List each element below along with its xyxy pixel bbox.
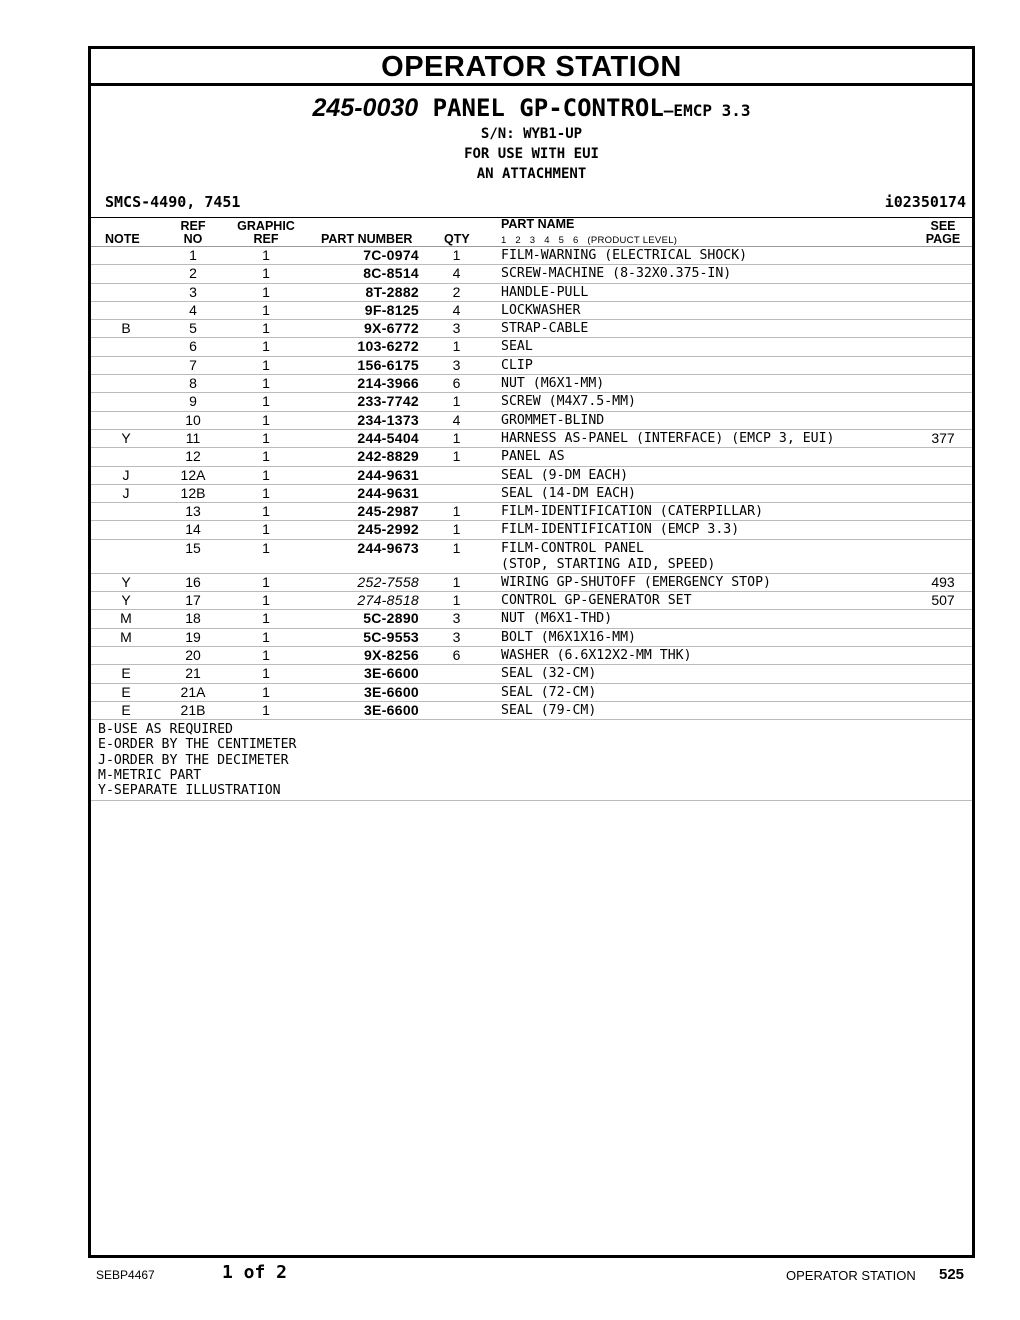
footer-page-number: 525 [939,1266,965,1283]
row-qty: 1 [452,521,461,538]
row-part-number: 242-8829 [357,448,419,465]
table-row [91,375,972,393]
row-ref-no: 1 [189,247,197,263]
header-ref-bottom: NO [183,232,203,246]
footer-section: OPERATOR STATION [786,1268,916,1283]
row-graphic-ref: 1 [262,375,270,392]
header-note: NOTE [105,232,140,246]
group-suffix: —EMCP 3.3 [663,101,751,120]
section-title: OPERATOR STATION [91,49,972,86]
row-note: Y [121,429,131,446]
row-part-number: 3E-6600 [363,701,419,718]
row-part-number: 234-1373 [357,411,419,428]
row-part-number: 274-8518 [357,592,419,609]
meta-line [91,187,972,215]
row-graphic-ref: 1 [262,539,270,556]
row-ref-no: 5 [189,320,197,337]
row-qty: 3 [452,320,461,337]
illustration-id: i02350174 [884,193,966,211]
row-part-name: CLIP [501,357,533,373]
row-graphic-ref: 1 [262,484,270,501]
table-row [91,702,972,720]
row-ref-no: 20 [185,646,201,663]
row-part-number: 244-5404 [357,429,419,446]
group-title [91,95,972,124]
row-part-number: 233-7742 [357,393,419,410]
row-ref-no: 17 [185,592,201,609]
header-ref-top: REF [180,219,206,233]
row-graphic-ref: 1 [262,466,270,483]
row-graphic-ref: 1 [262,448,270,465]
row-ref-no: 11 [185,429,201,446]
header-qty: QTY [444,232,470,246]
row-graphic-ref: 1 [262,683,270,700]
row-graphic-ref: 1 [262,393,270,410]
row-part-number: 245-2992 [357,521,419,538]
row-part-name: PANEL AS [501,449,565,465]
row-ref-no: 12B [180,484,206,501]
row-part-number: 9X-6772 [363,320,419,337]
row-part-name: NUT (M6X1-THD) [501,611,613,627]
footer-page-of: 1 of 2 [222,1262,288,1283]
row-part-number: 103-6272 [357,338,419,355]
row-qty: 1 [452,393,461,410]
footer-doc-number: SEBP4467 [96,1268,155,1282]
row-ref-no: 19 [185,628,201,645]
table-row [91,448,972,466]
row-graphic-ref: 1 [262,356,270,373]
table-row [91,647,972,665]
table-row [91,247,972,265]
header-graphic-bottom: REF [253,232,279,246]
table-row [91,430,972,448]
row-qty: 3 [452,610,461,627]
row-qty: 1 [452,338,461,355]
row-qty: 4 [452,301,461,318]
row-ref-no: 8 [189,375,197,392]
page-frame [88,46,975,1258]
row-note: Y [121,592,131,609]
note-item: B-USE AS REQUIRED [98,722,233,738]
row-part-number: 156-6175 [357,356,419,373]
table-row [91,284,972,302]
use-line: FOR USE WITH EUI [464,146,599,162]
attachment-line: AN ATTACHMENT [476,166,587,182]
row-part-name: SCREW-MACHINE (8-32X0.375-IN) [501,266,732,282]
row-graphic-ref: 1 [262,521,270,538]
row-ref-no: 12 [185,448,201,465]
header-see-top: SEE [930,219,956,233]
row-graphic-ref: 1 [262,320,270,337]
page-footer [96,1262,968,1286]
row-part-name: NUT (M6X1-MM) [501,376,605,392]
table-row [91,302,972,320]
row-qty: 6 [452,375,461,392]
row-graphic-ref: 1 [262,610,270,627]
table-row [91,540,972,574]
row-ref-no: 7 [189,356,197,373]
row-ref-no: 21 [185,665,201,682]
row-part-name: FILM-IDENTIFICATION (EMCP 3.3) [501,522,740,538]
row-part-name: SEAL [501,339,533,355]
notes-legend [91,720,972,801]
row-note: E [121,665,131,682]
row-part-number: 244-9631 [357,466,419,483]
row-graphic-ref: 1 [262,301,270,318]
row-part-name: SEAL (14-DM EACH) [501,485,636,501]
row-note: E [121,683,131,700]
row-ref-no: 12A [180,466,206,483]
row-part-name: SEAL (79-CM) [501,702,597,718]
row-qty: 4 [452,411,461,428]
header-product-level: 1 2 3 4 5 6 (PRODUCT LEVEL) [501,235,678,246]
row-ref-no: 21B [180,701,206,718]
table-row [91,684,972,702]
table-row [91,412,972,430]
table-row [91,485,972,503]
row-part-name: CONTROL GP-GENERATOR SET [501,593,692,609]
row-part-name: SEAL (72-CM) [501,684,597,700]
row-graphic-ref: 1 [262,503,270,520]
row-part-number: 9F-8125 [364,301,419,318]
row-ref-no: 15 [185,539,201,556]
row-part-name: HARNESS AS-PANEL (INTERFACE) (EMCP 3, EUI) [501,430,835,446]
header-part-number: PART NUMBER [321,232,413,246]
row-qty: 1 [452,503,461,520]
row-part-name: BOLT (M6X1X16-MM) [501,629,636,645]
row-ref-no: 21A [180,683,206,700]
header-see-bottom: PAGE [925,232,961,246]
table-row [91,265,972,283]
row-ref-no: 14 [185,521,201,538]
row-ref-no: 18 [185,610,201,627]
row-part-number: 8T-2882 [365,283,419,300]
row-part-number: 245-2987 [357,503,419,520]
row-part-number: 252-7558 [357,573,419,590]
table-row [91,503,972,521]
row-qty: 6 [452,646,461,663]
table-row [91,357,972,375]
note-item: J-ORDER BY THE DECIMETER [98,752,289,768]
row-qty: 1 [452,429,461,446]
row-graphic-ref: 1 [262,573,270,590]
table-row [91,629,972,647]
row-part-name: FILM-CONTROL PANEL (STOP, STARTING AID, SPEED) [501,540,716,572]
row-part-number: 5C-9553 [363,628,419,645]
table-row [91,521,972,539]
row-ref-no: 3 [189,283,197,300]
row-graphic-ref: 1 [262,265,270,282]
header-part-name: PART NAME [501,217,575,231]
row-note: M [120,628,132,645]
table-row [91,665,972,683]
row-qty: 3 [452,628,461,645]
row-part-number: 244-9673 [357,539,419,556]
note-item: Y-SEPARATE ILLUSTRATION [98,782,281,798]
row-note: B [121,320,131,337]
row-part-name: FILM-IDENTIFICATION (CATERPILLAR) [501,504,764,520]
row-ref-no: 9 [189,393,197,410]
row-see-page: 377 [931,429,955,446]
row-qty: 1 [452,539,461,556]
row-part-name: WIRING GP-SHUTOFF (EMERGENCY STOP) [501,574,771,590]
row-ref-no: 2 [189,265,197,282]
row-qty: 1 [452,573,461,590]
row-part-name: SEAL (32-CM) [501,666,597,682]
row-see-page: 493 [931,573,955,590]
row-part-number: 5C-2890 [363,610,419,627]
row-part-number: 8C-8514 [363,265,419,282]
note-item: M-METRIC PART [98,767,202,783]
row-qty: 1 [452,448,461,465]
table-row [91,467,972,485]
row-part-name: SEAL (9-DM EACH) [501,467,629,483]
row-see-page: 507 [931,592,955,609]
row-qty: 3 [452,356,461,373]
row-ref-no: 10 [185,411,201,428]
row-graphic-ref: 1 [262,429,270,446]
smcs-code: SMCS-4490, 7451 [105,193,241,211]
table-row [91,393,972,411]
row-part-number: 214-3966 [357,375,419,392]
row-part-name: GROMMET-BLIND [501,412,605,428]
row-ref-no: 16 [185,573,201,590]
row-graphic-ref: 1 [262,628,270,645]
row-qty: 1 [452,592,461,609]
table-row [91,592,972,610]
row-ref-no: 6 [189,338,197,355]
row-part-number: 7C-0974 [363,247,419,263]
row-note: E [121,701,131,718]
row-part-name: WASHER (6.6X12X2-MM THK) [501,647,692,663]
row-graphic-ref: 1 [262,701,270,718]
row-ref-no: 4 [189,301,197,318]
row-part-number: 3E-6600 [363,683,419,700]
table-header [91,217,972,247]
row-part-number: 3E-6600 [363,665,419,682]
note-item: E-ORDER BY THE CENTIMETER [98,737,297,753]
row-note: Y [121,573,131,590]
row-graphic-ref: 1 [262,665,270,682]
row-note: J [122,466,130,483]
table-row [91,320,972,338]
row-graphic-ref: 1 [262,283,270,300]
row-graphic-ref: 1 [262,411,270,428]
row-part-name: LOCKWASHER [501,302,581,318]
group-number: 245-0030 [312,94,419,122]
row-ref-no: 13 [185,503,201,520]
row-graphic-ref: 1 [262,646,270,663]
row-graphic-ref: 1 [262,338,270,355]
row-graphic-ref: 1 [262,592,270,609]
row-qty: 1 [452,247,461,263]
row-part-number: 9X-8256 [363,646,419,663]
row-note: M [120,610,132,627]
row-qty: 4 [452,265,461,282]
table-row [91,338,972,356]
row-part-number: 244-9631 [357,484,419,501]
row-graphic-ref: 1 [262,247,270,263]
table-row [91,610,972,628]
serial-line: S/N: WYB1-UP [480,126,583,142]
row-part-name: FILM-WARNING (ELECTRICAL SHOCK) [501,248,748,263]
row-part-name: STRAP-CABLE [501,321,589,337]
row-note: J [122,484,130,501]
group-name: PANEL GP-CONTROL [432,94,664,122]
row-part-name: HANDLE-PULL [501,284,589,300]
row-qty: 2 [452,283,461,300]
row-part-name: SCREW (M4X7.5-MM) [501,394,636,410]
table-row [91,574,972,592]
parts-table [91,247,972,720]
group-header [91,86,972,184]
header-graphic-top: GRAPHIC [237,219,295,233]
